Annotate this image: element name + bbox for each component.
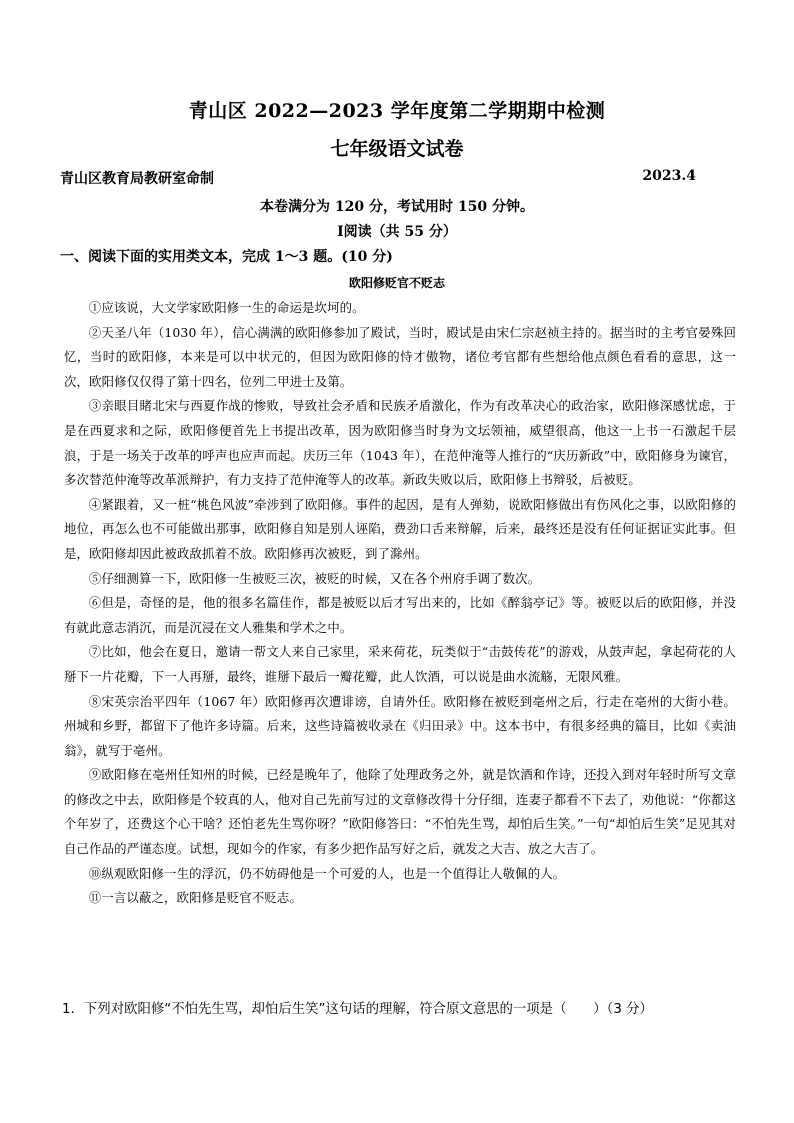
score-note: 本卷满分为 120 分，考试用时 150 分钟。 bbox=[260, 199, 534, 215]
article-paragraph: ⑨欧阳修在亳州任知州的时候，已经是晚年了，他除了处理政务之外，就是饮酒和作诗，还投入到对年轻时所写文章的修改之中去，欧阳修是个较真的人，他对自己先前写过的文章修改得十分仔细，连妻子都看不下去了，劝他说：“你都这个年岁了，还费这个心干啥？还怕老先生骂你呀？”欧阳修答曰：“不怕先生骂，却怕后生笑。”一句“却怕后生笑”足见其对自己作品的严谨态度。试想，现如今的作家，有多少把作品写好之后，就发之大吉、放之大吉了。 bbox=[64, 767, 736, 857]
article-paragraph: ⑪一言以蔽之，欧阳修是贬官不贬志。 bbox=[88, 890, 302, 906]
part-heading: 一、阅读下面的实用类文本，完成 1～3 题。(10 分) bbox=[60, 249, 393, 265]
article-paragraph: ③亲眼目睹北宋与西夏作战的惨败，导致社会矛盾和民族矛盾激化，作为有改革决心的政治家，欧阳修深感忧虑，于是在西夏求和之际，欧阳修便首先上书提出改革，因为欧阳修当时身为文坛领袖，威望很高，他这一上书一石激起千层浪，于是一场关于改革的呼声也应声而起。庆历三年（1043 年），在范仲淹等人推行的“庆历新政”中，欧阳修身为谏官，多次替范仲淹等改革派辩护，有力支持了范仲淹等人的改革。新政失败以后，欧阳修上书辩驳，后被贬。 bbox=[64, 398, 736, 488]
article-paragraph: ⑩纵观欧阳修一生的浮沉，仍不妨碍他是一个可爱的人，也是一个值得让人敬佩的人。 bbox=[88, 865, 566, 881]
exam-issuer: 青山区教育局教研室命制 bbox=[60, 171, 214, 187]
question-1: 1．下列对欧阳修“不怕先生骂，却怕后生笑”这句话的理解，符合原文意思的一项是（ ）（3 分） bbox=[62, 1002, 653, 1017]
article-paragraph: ②天圣八年（1030 年），信心满满的欧阳修参加了殿试，当时，殿试是由宋仁宗赵祯主持的。据当时的主考官晏殊回忆，当时的欧阳修，本来是可以中状元的，但因为欧阳修的恃才傲物，诸位考官都有些想给他点颜色看看的意思，这一次，欧阳修仅仅得了第十四名，位列二甲进士及第。 bbox=[64, 324, 736, 389]
article-paragraph: ①应该说，大文学家欧阳修一生的命运是坎坷的。 bbox=[88, 300, 365, 315]
article-paragraph: ⑦比如，他会在夏日，邀请一帮文人来自己家里，采来荷花，玩类似于“击鼓传花”的游戏，从鼓声起，拿起荷花的人掰下一片花瓣，下一人再掰，最终，谁掰下最后一瓣花瓣，此人饮酒，可以说是曲水流觞，无限风雅。 bbox=[64, 644, 736, 684]
article-paragraph: ⑤仔细测算一下，欧阳修一生被贬三次，被贬的时候，又在各个州府手调了数次。 bbox=[88, 570, 541, 586]
exam-subtitle: 七年级语文试卷 bbox=[330, 138, 464, 160]
exam-title: 青山区 2022—2023 学年度第二学期期中检测 bbox=[188, 100, 606, 122]
exam-date: 2023.4 bbox=[642, 168, 696, 184]
article-paragraph: ⑧宋英宗治平四年（1067 年）欧阳修再次遭诽谤，自请外任。欧阳修在被贬到亳州之后，行走在亳州的大街小巷。州城和乡野，都留下了他许多诗篇。后来，这些诗篇被收录在《归田录》中。这本书中，有很多经典的篇目，比如《卖油翁》，就写于亳州。 bbox=[64, 693, 736, 758]
article-paragraph: ⑥但是，奇怪的是，他的很多名篇佳作，都是被贬以后才写出来的，比如《醉翁亭记》等。被贬以后的欧阳修，并没有就此意志消沉，而是沉浸在文人雅集和学术之中。 bbox=[64, 595, 736, 635]
article-title: 欧阳修贬官不贬志 bbox=[348, 276, 445, 290]
article-body bbox=[64, 296, 736, 911]
section-heading: Ⅰ阅读（共 55 分） bbox=[337, 224, 457, 240]
article-paragraph: ④紧跟着，又一桩“桃色风波”牵涉到了欧阳修。事件的起因，是有人弹劾，说欧阳修做出有伤风化之事，以欧阳修的地位，再怎么也不可能做出那事，欧阳修自知是别人诬陷，费劲口舌来辩解，后来，最终还是没有任何证据证实此事。但是，欧阳修却因此被政敌抓着不放。欧阳修再次被贬，到了滁州。 bbox=[64, 496, 736, 561]
